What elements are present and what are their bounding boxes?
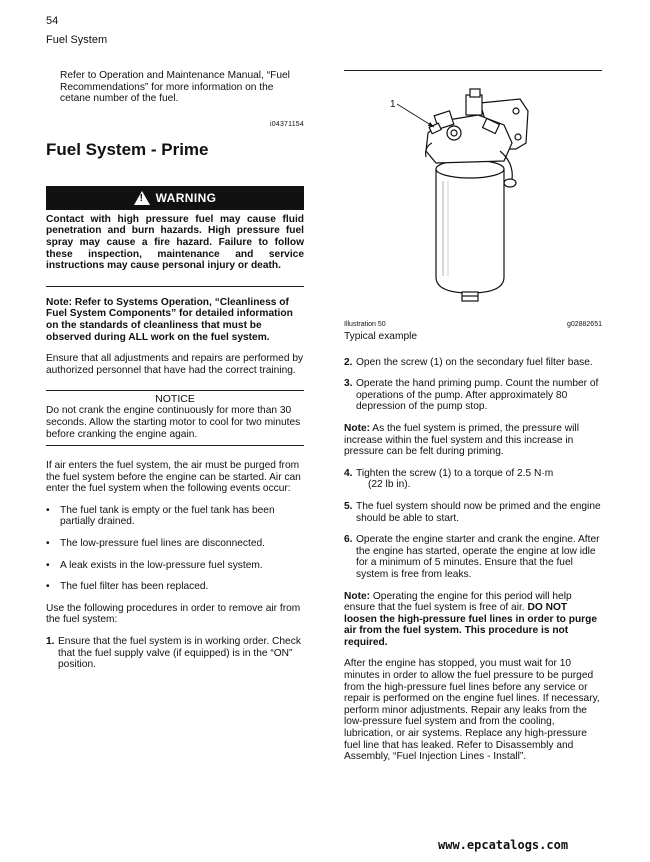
note-label: Note:	[344, 422, 371, 434]
note-warning-text: DO NOT loosen the high-pressure fuel lines in order to purge air from the fuel system. This procedure is not required.	[344, 602, 598, 648]
step-text: Open the screw (1) on the secondary fuel filter base.	[356, 356, 593, 368]
procedure-intro: Use the following procedures in order to remove air from the fuel system:	[46, 602, 301, 626]
conditions-list	[46, 505, 304, 593]
warning-triangle-icon: !	[134, 191, 150, 205]
step-number: 3.	[344, 378, 353, 390]
divider	[46, 390, 304, 391]
personnel-paragraph: Ensure that all adjustments and repairs are performed by authorized personnel that have had the correct training.	[46, 353, 304, 376]
step-2	[344, 357, 602, 369]
step-3	[344, 378, 602, 413]
step-number: 1.	[46, 636, 55, 648]
illustration-caption-row	[344, 321, 602, 328]
step-number: 6.	[344, 534, 353, 546]
step-text: The fuel system should now be primed and the engine should be able to start.	[356, 500, 601, 524]
step-number: 2.	[344, 356, 353, 368]
step-6	[344, 534, 602, 580]
step-text: Ensure that the fuel system is in working order. Check that the fuel supply valve (if equipped) is in the “ON” position.	[58, 636, 301, 671]
notice-text: Do not crank the engine continuously for more than 30 seconds. Allow the starting motor to cool for two minutes before cranking the engine again.	[46, 405, 301, 440]
bullet-icon: •	[46, 581, 50, 593]
step-number: 4.	[344, 467, 353, 479]
warning-text: Contact with high pressure fuel may cause fluid penetration and burn hazards. High pressure fuel spray may cause a fire hazard. Failure to follow these inspection, maintenance and service instructions may cause personal injury or death.	[46, 213, 304, 272]
bullet-icon: •	[46, 559, 50, 571]
note-pressure	[344, 423, 602, 458]
page-number: 54	[46, 15, 59, 27]
list-item: • The low-pressure fuel lines are disconnected.	[46, 538, 265, 550]
fuel-filter-illustration	[344, 71, 602, 315]
list-item: • The fuel tank is empty or the fuel tank has been partially drained.	[46, 504, 275, 528]
bullet-icon: •	[46, 538, 50, 550]
step-1	[46, 636, 304, 671]
illustration-label: Illustration 50	[344, 321, 386, 328]
step-text: Operate the hand priming pump. Count the number of operations of the pump. After approximately 80 depression of the pump stop.	[356, 378, 599, 413]
notice-title: NOTICE	[155, 393, 195, 406]
bullet-icon: •	[46, 504, 50, 516]
note-label: Note:	[46, 296, 73, 308]
note-label: Note:	[344, 590, 371, 602]
page-title: Fuel System - Prime	[46, 139, 209, 159]
note-operating	[344, 591, 602, 649]
note-text: Operating the engine for this period will help ensure that the fuel system is free of air.	[344, 590, 572, 614]
list-item: • The fuel filter has been replaced.	[46, 581, 209, 593]
warning-label: WARNING	[155, 190, 217, 205]
right-column	[344, 70, 602, 763]
step-number: 5.	[344, 500, 353, 512]
note-text: As the fuel system is primed, the pressure will increase within the fuel system and this increase in pressure can be felt during priming.	[344, 422, 579, 458]
illustration-id: g02882651	[566, 321, 602, 328]
step-4	[344, 468, 602, 491]
reference-id: i04371154	[270, 120, 304, 128]
list-item: • A leak exists in the low-pressure fuel system.	[46, 559, 263, 571]
running-header-section: Fuel System	[46, 34, 108, 46]
illustration-caption: Typical example	[344, 331, 418, 342]
left-column	[46, 70, 304, 671]
step-text: Operate the engine starter and crank the engine. After the engine has started, operate the engine at low idle for a minimum of 5 minutes. Ensure that the fuel system is free from leaks.	[356, 534, 600, 580]
note-cleanliness	[46, 297, 304, 343]
step-5	[344, 501, 602, 524]
intro-paragraph: Refer to Operation and Maintenance Manual, “Fuel Recommendations” for more information on the cetane number of the fuel.	[60, 70, 290, 105]
note-text: Refer to Systems Operation, “Cleanliness of Fuel System Components” for detailed information on the standards of cleanliness that must be observed during ALL work on the fuel system.	[46, 296, 293, 343]
callout-number: 1	[390, 99, 396, 110]
warning-banner	[46, 186, 304, 210]
step-text: Tighten the screw (1) to a torque of 2.5 N·m (22 lb in).	[356, 467, 554, 491]
final-paragraph: After the engine has stopped, you must wait for 10 minutes in order to allow the fuel pressure to be purged from the high-pressure fuel lines before any service or repair is performed on the engine fuel lines. If necessary, perform minor adjustments. Repair any leaks from the low-pressure fuel system and from the cooling, lubrication, or air systems. Replace any high-pressure fuel line that has leaked. Refer to Disassembly and Assembly, “Fuel Injection Lines - Install”.	[344, 658, 600, 763]
fuel-filter-drawing	[344, 71, 602, 315]
footer-watermark-url: www.epcatalogs.com	[438, 838, 569, 852]
air-intro-paragraph: If air enters the fuel system, the air must be purged from the fuel system before the engine can be started. Air can enter the fuel system when the following events occur:	[46, 460, 301, 495]
